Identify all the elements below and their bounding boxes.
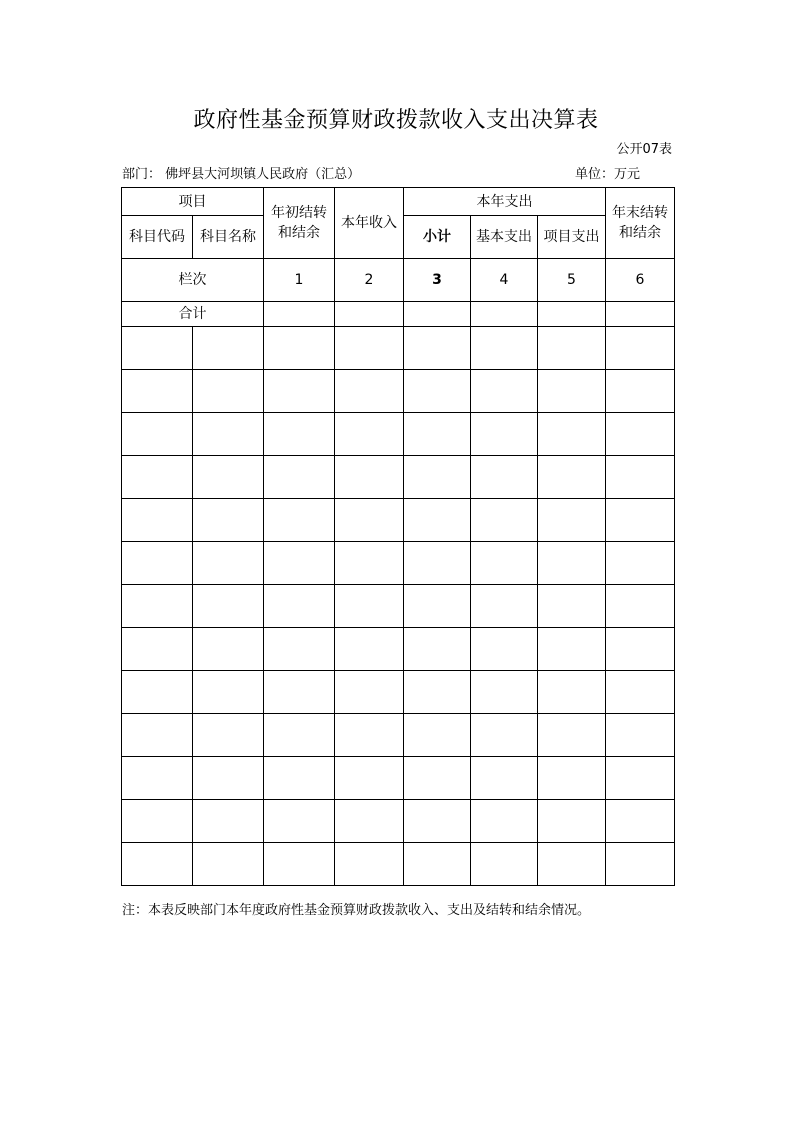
- column-index-2: 2: [335, 259, 404, 302]
- table-cell: [264, 370, 335, 413]
- table-cell: [471, 456, 538, 499]
- table-cell: [193, 542, 264, 585]
- header-basic: 基本支出: [471, 216, 538, 259]
- table-cell: [606, 843, 675, 886]
- table-cell: [264, 757, 335, 800]
- table-cell: [471, 671, 538, 714]
- column-index-6: 6: [606, 259, 675, 302]
- column-index-5: 5: [538, 259, 606, 302]
- header-project: 项目支出: [538, 216, 606, 259]
- total-cell: [471, 302, 538, 327]
- table-cell: [122, 542, 193, 585]
- header-name: 科目名称: [193, 216, 264, 259]
- table-cell: [538, 800, 606, 843]
- header-end-balance-line1: 年末结转: [612, 205, 668, 221]
- table-row: [122, 327, 675, 370]
- table-cell: [193, 628, 264, 671]
- table-cell: [471, 843, 538, 886]
- table-cell: [538, 456, 606, 499]
- table-cell: [122, 800, 193, 843]
- table-cell: [193, 714, 264, 757]
- table-cell: [471, 714, 538, 757]
- table-cell: [471, 800, 538, 843]
- table-cell: [404, 370, 471, 413]
- column-index-1: 1: [264, 259, 335, 302]
- header-end-balance: [606, 188, 675, 259]
- header-begin-balance-line2: 和结余: [278, 225, 320, 241]
- table-cell: [606, 628, 675, 671]
- header-income: 本年收入: [335, 188, 404, 259]
- table-cell: [404, 800, 471, 843]
- table-cell: [193, 499, 264, 542]
- table-cell: [538, 413, 606, 456]
- column-index-4: 4: [471, 259, 538, 302]
- table-cell: [606, 757, 675, 800]
- table-cell: [471, 499, 538, 542]
- table-cell: [193, 585, 264, 628]
- total-cell: [335, 302, 404, 327]
- table-cell: [471, 628, 538, 671]
- table-cell: [404, 542, 471, 585]
- table-cell: [606, 327, 675, 370]
- table-cell: [193, 327, 264, 370]
- header-begin-balance-line1: 年初结转: [271, 205, 327, 221]
- table-cell: [471, 542, 538, 585]
- table-cell: [538, 370, 606, 413]
- table-cell: [335, 542, 404, 585]
- table-cell: [335, 800, 404, 843]
- table-cell: [606, 499, 675, 542]
- table-cell: [538, 628, 606, 671]
- table-cell: [122, 370, 193, 413]
- table-cell: [264, 671, 335, 714]
- table-cell: [404, 628, 471, 671]
- table-row: [122, 585, 675, 628]
- table-cell: [264, 499, 335, 542]
- table-cell: [404, 327, 471, 370]
- table-cell: [122, 499, 193, 542]
- table-cell: [606, 800, 675, 843]
- table-cell: [122, 671, 193, 714]
- table-cell: [471, 585, 538, 628]
- table-row: [122, 843, 675, 886]
- table-cell: [193, 671, 264, 714]
- table-row: [122, 671, 675, 714]
- table-row: [122, 757, 675, 800]
- table-cell: [335, 628, 404, 671]
- table-cell: [538, 542, 606, 585]
- table-cell: [606, 714, 675, 757]
- table-cell: [404, 413, 471, 456]
- table-row: [122, 714, 675, 757]
- header-end-balance-line2: 和结余: [619, 225, 661, 241]
- table-cell: [335, 585, 404, 628]
- header-code: 科目代码: [122, 216, 193, 259]
- header-begin-balance: [264, 188, 335, 259]
- table-cell: [264, 456, 335, 499]
- budget-table: [121, 187, 675, 886]
- table-cell: [471, 327, 538, 370]
- total-cell: [404, 302, 471, 327]
- table-cell: [404, 585, 471, 628]
- table-cell: [606, 456, 675, 499]
- page-title: 政府性基金预算财政拨款收入支出决算表: [193, 108, 599, 133]
- table-cell: [193, 843, 264, 886]
- table-cell: [335, 843, 404, 886]
- table-cell: [606, 671, 675, 714]
- table-cell: [404, 843, 471, 886]
- table-cell: [335, 671, 404, 714]
- form-number: 公开07表: [616, 142, 672, 157]
- table-cell: [335, 327, 404, 370]
- table-cell: [538, 499, 606, 542]
- table-cell: [122, 456, 193, 499]
- total-cell: [606, 302, 675, 327]
- table-cell: [538, 714, 606, 757]
- table-cell: [404, 671, 471, 714]
- header-item: 项目: [122, 188, 264, 216]
- table-body: [122, 327, 675, 886]
- table-cell: [335, 714, 404, 757]
- table-cell: [335, 413, 404, 456]
- table-cell: [606, 413, 675, 456]
- column-index-3: 3: [404, 259, 471, 302]
- total-cell: [264, 302, 335, 327]
- table-row: [122, 542, 675, 585]
- department-label: 部门： 佛坪县大河坝镇人民政府（汇总）: [122, 167, 361, 182]
- table-cell: [264, 628, 335, 671]
- table-cell: [606, 542, 675, 585]
- table-cell: [538, 671, 606, 714]
- table-row: [122, 413, 675, 456]
- table-row: [122, 456, 675, 499]
- column-index-label: 栏次: [122, 259, 264, 302]
- table-cell: [193, 800, 264, 843]
- table-cell: [538, 843, 606, 886]
- table-cell: [606, 370, 675, 413]
- table-cell: [335, 499, 404, 542]
- table-row: [122, 370, 675, 413]
- header-subtotal: 小计: [404, 216, 471, 259]
- header-expenditure: 本年支出: [404, 188, 606, 216]
- table-cell: [193, 370, 264, 413]
- table-cell: [122, 757, 193, 800]
- table-cell: [122, 628, 193, 671]
- table-cell: [538, 757, 606, 800]
- footnote: 注：本表反映部门本年度政府性基金预算财政拨款收入、支出及结转和结余情况。: [122, 903, 591, 918]
- table-cell: [404, 757, 471, 800]
- table-cell: [264, 800, 335, 843]
- table-cell: [193, 757, 264, 800]
- table-cell: [264, 585, 335, 628]
- table-header: [122, 188, 675, 327]
- table-cell: [122, 413, 193, 456]
- table-row: [122, 800, 675, 843]
- table-cell: [193, 413, 264, 456]
- table-cell: [122, 585, 193, 628]
- total-label: 合计: [122, 302, 264, 327]
- table-cell: [471, 757, 538, 800]
- table-cell: [264, 843, 335, 886]
- table-cell: [335, 370, 404, 413]
- unit-label: 单位：万元: [575, 167, 641, 182]
- table-cell: [264, 542, 335, 585]
- table-cell: [538, 585, 606, 628]
- table-cell: [404, 714, 471, 757]
- table-cell: [335, 456, 404, 499]
- table-cell: [122, 714, 193, 757]
- table-cell: [471, 370, 538, 413]
- table-cell: [122, 327, 193, 370]
- total-cell: [538, 302, 606, 327]
- table-cell: [538, 327, 606, 370]
- table-cell: [264, 413, 335, 456]
- table-cell: [264, 714, 335, 757]
- table-cell: [122, 843, 193, 886]
- total-row: [122, 302, 675, 327]
- table-cell: [471, 413, 538, 456]
- table-cell: [264, 327, 335, 370]
- table-cell: [404, 456, 471, 499]
- table-cell: [335, 757, 404, 800]
- table-row: [122, 499, 675, 542]
- table-cell: [606, 585, 675, 628]
- table-cell: [404, 499, 471, 542]
- table-row: [122, 628, 675, 671]
- table-cell: [193, 456, 264, 499]
